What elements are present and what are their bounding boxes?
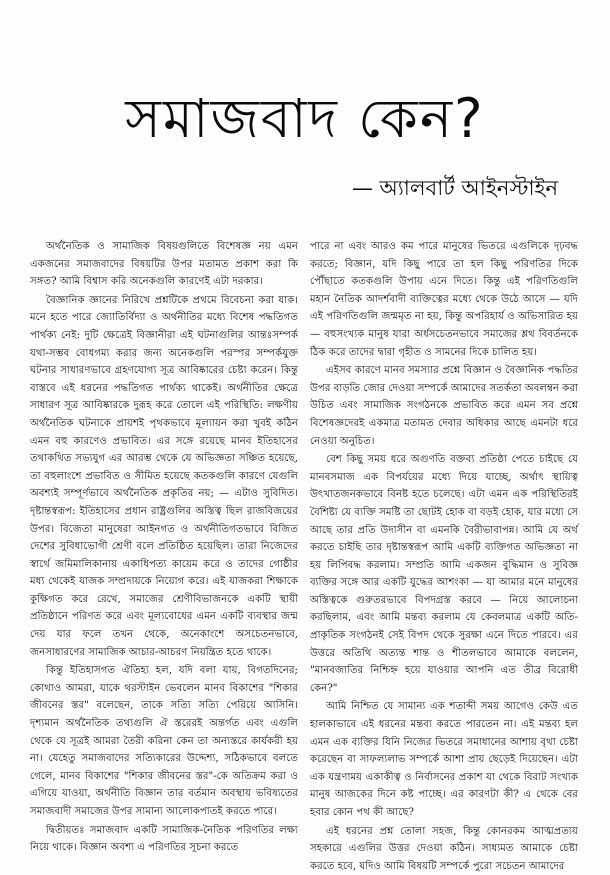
text-column-right (310, 238, 578, 872)
paragraph: দ্বিতীয়তঃ সমাজবাদ একটি সামাজিক-নৈতিক পরিণতির লক্ষ্য নিয়ে থাকে। বিজ্ঞান অবশ্য এ পরিণতির সূচনা করতে (30, 824, 298, 854)
paragraph: বৈজ্ঞানিক জ্ঞানের নিরিখে প্রশ্নটিকে প্রথমে বিবেচনা করা যাক। মনে হতে পারে জ্যোতির্বিদ্যা ও অর্থনীতির মধ্যে বিশেষ পদ্ধতিগত পার্থক্য নেই: দুটি ক্ষেত্রেই বিজ্ঞানীরা এই ঘটনাগুলির আন্তঃসম্পর্ক যথা-সম্ভব বোধগম্য করার জন্য অনেকগুলি পরস্পর সম্পর্কযুক্ত ঘটনার সাধারণভাবে গ্রহণযোগ্য সূত্র আবিষ্কারের চেষ্টা করেন। কিন্তু বাস্তবে এই ধরনের পদ্ধতিগত পার্থক্য থাকেই। অর্থনীতির ক্ষেত্রে সাধারণ সূত্র আবিষ্কারকে দুরূহ করে তোলে এই পরিস্থিতি: লক্ষণীয় অর্থনৈতিক ঘটনাকে প্রায়শই পৃথকভাবে মূল্যায়ন করা খুবই কঠিন এমন বহু কারণেও প্রভাবিত। এর সঙ্গে রয়েছে মানব ইতিহাসের তথাকথিত সভ্যযুগ এর আরম্ভ থেকে যে অভিজ্ঞতা সঞ্চিত হয়েছে, তা বহুলাংশে প্রভাবিত ও সীমিত হয়েছে কতকগুলি কারণে যেগুলি অবশ্যই সম্পূর্ণভাবে অর্থনৈতিক প্রকৃতির নয়; — এটাও সুবিদিত। দৃষ্টান্তস্বরূপ: ইতিহাসের প্রধান রাষ্ট্রগুলির অস্তিত্ব ছিল রাজবিজয়ের উপর। বিজেতা মানুষেরা আইনগত ও অর্থনীতিগতভাবে বিজিত দেশের সুবিধাভোগী শ্রেণী বলে প্রতিষ্ঠিত হয়েছিল। তারা নিজেদের স্বার্থে জমিমালিকানায় একাধিপত্য কায়েম করে ও তাদের গোষ্ঠীর মধ্য থেকেই যাজক সম্প্রদায়কে নিয়োগ করে। এই যাজকরা শিক্ষাকে কুক্ষিগত করে রেখে, সমাজের শ্রেণীবিভাজনকে একটি স্থায়ী প্রতিষ্ঠানে পরিণত করে এবং মূল্যবোধের এমন একটি ব্যবস্থার জন্ম দেয় যার ফলে তখন থেকে, অনেকাংশে অসচেতনভাবে, জনসাধারণের সামাজিক আচার-আচরণ নিয়ন্ত্রিত হতে থাকে। (30, 294, 298, 658)
paragraph: বেশ কিছু সময় ধরে অগুণতি বক্তব্য প্রতিষ্ঠা পেতে চাইছে যে মানবসমাজ এক বিপর্যয়ের মধ্যে দিয়ে যাচ্ছে, অর্থাৎ স্থায়িত্ব উৎখাতজনকভাবে বিনষ্ট হতে চলেছে। এটা এমন এক পরিস্থিতিরই বৈশিষ্ট্য যে ব্যক্তি সমষ্টি তা ছোটই হোক বা বড়ই হোক, যার মধ্যে সে আছে তার প্রতি উদাসীন বা এমনকি বৈরীভাবাপন্ন। আমি যে অর্থ করতে চাইছি তার দৃষ্টান্তস্বরূপ আমি একটি ব্যক্তিগত অভিজ্ঞতা না হয় লিপিবদ্ধ করলাম। সম্প্রতি আমি একজন বুদ্ধিমান ও সুবিজ্ঞ ব্যক্তির সঙ্গে আর একটি যুদ্ধের আশংকা — যা আমার মনে মানুষের অস্তিত্বকে গুরুতরভাবে বিপদগ্রস্ত করবে — নিয়ে আলোচনা করছিলাম, এবং আমি মন্তব্য করলাম যে কেবলমাত্র একটি অতি-প্রাকৃতিক সংগঠনই সেই বিপদ থেকে সুরক্ষা এনে দিতে পারবে। এর উত্তরে অতিথি অত্যন্ত শান্ত ও শীতলভাবে আমাকে বললেন, "মানবজাতির নিশ্চিহ্ন হয়ে যাওয়ার আপনি এত তীব্র বিরোধী কেন?" (310, 454, 578, 694)
paragraph: পারে না এবং আরও কম পারে মানুষের ভিতরে এগুলিকে দৃঢ়বদ্ধ করতে; বিজ্ঞান, যদি কিছু পারে তা হল কিছু পরিণতির দিকে পৌঁছাতে কতকগুলি উপায় এনে দিতে। কিন্তু এই পরিণতিগুলি মহান নৈতিক আদর্শবাদী ব্যক্তিত্বের মধ্যে থেকে উঠে আসে — যদি এই পরিণতিগুলি জন্মমৃত না হয়, কিন্তু অপরিহার্য ও অভিসারিত হয় — বহুসংখ্যক মানুষ যারা অর্ধসচেতনভাবে সমাজের শ্লথ বিবর্তনকে ঠিক করে তাদের দ্বারা গৃহীত ও সামনের দিকে চালিত হয়। (310, 241, 578, 358)
paragraph: এইসব কারণে মানব সমস্যার প্রশ্নে বিজ্ঞান ও বৈজ্ঞানিক পদ্ধতির উপর বাড়তি জোর দেওয়া সম্পর্কে আমাদের সতর্কতা অবলম্বন করা উচিত এবং সামাজিক সংগঠনকে প্রভাবিত করে এমন সব প্রশ্নে বিশেষজ্ঞদেরই একমাত্র মতামত দেবার অধিকার আছে এমনটা ধরে নেওয়া অনুচিত। (310, 365, 578, 447)
paragraph: আমি নিশ্চিত যে সামান্য এক শতাব্দী সময় আগেও কেউ এত হালকাভাবে এই ধরনের মন্তব্য করতে পারতেন না। এই মন্তব্য হল এমন এক ব্যক্তির যিনি নিজের ভিতরে সমাধানের আশায় বৃথা চেষ্টা করেছেন বা সাফল্যলাভ সম্পর্কে আশা প্রায় ছেড়েই দিয়েছেন। এটা এক যন্ত্রণাময় একাকীত্ব ও নির্বাসনের প্রকাশ যা থেকে বিরাট সংখ্যক মানুষ আজকের দিনে কষ্ট পাচ্ছে। এর কারণটা কী? এ থেকে বের হবার কোন পথ কী আছে? (310, 701, 578, 818)
article-title: সমাজবাদ কেন? (125, 87, 485, 150)
paragraph: অর্থনৈতিক ও সামাজিক বিষয়গুলিতে বিশেষজ্ঞ নয় এমন একজনের সমাজবাদের বিষয়টির উপর মতামত প্রকাশ করা কি সঙ্গত? আমি বিশ্বাস করি অনেকগুলি কারণেই এটা দরকার। (30, 241, 298, 288)
article-author: — অ্যালবার্ট আইনস্টাইন (351, 176, 558, 200)
text-column-left (30, 238, 298, 858)
paragraph: কিন্তু ইতিহাসগত ঐতিহ্য হল, যদি বলা যায়, বিগতদিনের; কোথাও আমরা, যাকে থরস্টাইন ভেবলেন মানব বিকাশের "শিকার জীবনের স্তর" বলেছেন, তাকে সত্যি সত্যি পেরিয়ে আসিনি। দৃশ্যমান অর্থনৈতিক তথ্যগুলি ঐ স্তরেরই অন্তর্গত এবং এগুলি থেকে যে সূত্রই আমরা তৈরী করিনা কেন তা অন্যস্তরে কার্যকরী হয় না। যেহেতু সমাজবাদের সত্যিকারের উদ্দেশ্য, সঠিকভাবে বলতে গেলে, মানব বিকাশের "শিকার জীবনের স্তর"-কে অতিক্রম করা ও এগিয়ে যাওয়া, অর্থনীতি বিজ্ঞান তার বর্তমান অবস্থায় ভবিষ্যতের সমাজবাদী সমাজের উপর সামান্য আলোকপাতই করতে পারে। (30, 665, 298, 817)
paragraph: এই ধরনের প্রশ্ন তোলা সহজ, কিন্তু কোনরকম আত্মপ্রত্যয় সহকারে এগুলির উত্তর দেওয়া কঠিন। সাধ্যমত আমাকে চেষ্টা করতে হবে, যদিও আমি বিষয়টি সম্পর্কে পুরো সচেতন আমাদের (310, 825, 578, 872)
